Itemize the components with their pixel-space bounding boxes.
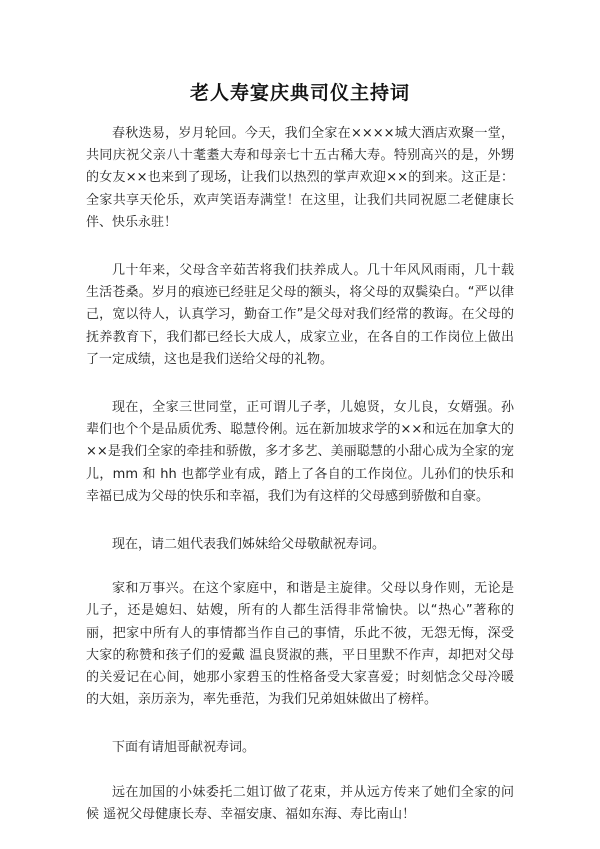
paragraph-opening: 春秋迭易，岁月轮回。今天，我们全家在××××城大酒店欢聚一堂，共同庆祝父亲八十耄耋大寿和母亲七十五古稀大寿。特别高兴的是，外甥的女友××也来到了现场，让我们以热烈的掌声欢迎××的到来。这正是：全家共享天伦乐，欢声笑语寿满堂！在这里，让我们共同祝愿二老健康长伴、快乐永驻！ xyxy=(86,126,514,230)
paragraph-parents: 几十年来，父母含辛茹苦将我们扶养成人。几十年风风雨雨，几十载生活苍桑。岁月的痕迹已经驻足父母的额头，将父母的双鬓染白。“严以律己，宽以待人，认真学习，勤奋工作”是父母对我们经常的教诲。在父母的抚养教育下，我们都已经长大成人，成家立业，在各自的工作岗位上做出了一定成绩，这也是我们送给父母的礼物。 xyxy=(86,263,514,367)
document-title: 老人寿宴庆典司仪主持词 xyxy=(189,82,410,104)
paragraph-closing: 远在加国的小妹委托二姐订做了花束，并从远方传来了她们全家的问候 遥祝父母健康长寿、幸福安康、福如东海、寿比南山！ xyxy=(86,784,514,822)
paragraph-family: 现在，全家三世同堂，正可谓儿子孝，儿媳贤，女儿良，女婿强。孙辈们也个个是品质优秀、聪慧伶俐。远在新加坡求学的××和远在加拿大的××是我们全家的牵挂和骄傲，多才多艺、美丽聪慧的小甜心成为全家的宠儿，mm 和 hh 也都学业有成，踏上了各自的工作岗位。儿孙们的快乐和幸福已成为父母的快乐和幸福，我们为有这样的父母感到骄傲和自豪。 xyxy=(86,400,514,504)
paragraph-harmony: 家和万事兴。在这个家庭中，和谐是主旋律。父母以身作则，无论是儿子，还是媳妇、姑嫂，所有的人都生活得非常愉快。以“热心”著称的丽，把家中所有人的事情都当作自己的事情，乐此不彼，无怨无悔，深受大家的称赞和孩子们的爱戴 温良贤淑的燕，平日里默不作声，却把对父母的关爱记在心间，她那小家碧玉的性格备受大家喜爱；时刻惦念父母冷暖的大姐，亲历亲为，率先垂范，为我们兄弟姐妹做出了榜样。 xyxy=(86,581,514,708)
paragraph-invite-brother: 下面有请旭哥献祝寿词。 xyxy=(112,740,256,756)
paragraph-invite-second-sister: 现在，请二姐代表我们姊妹给父母敬献祝寿词。 xyxy=(112,537,386,553)
